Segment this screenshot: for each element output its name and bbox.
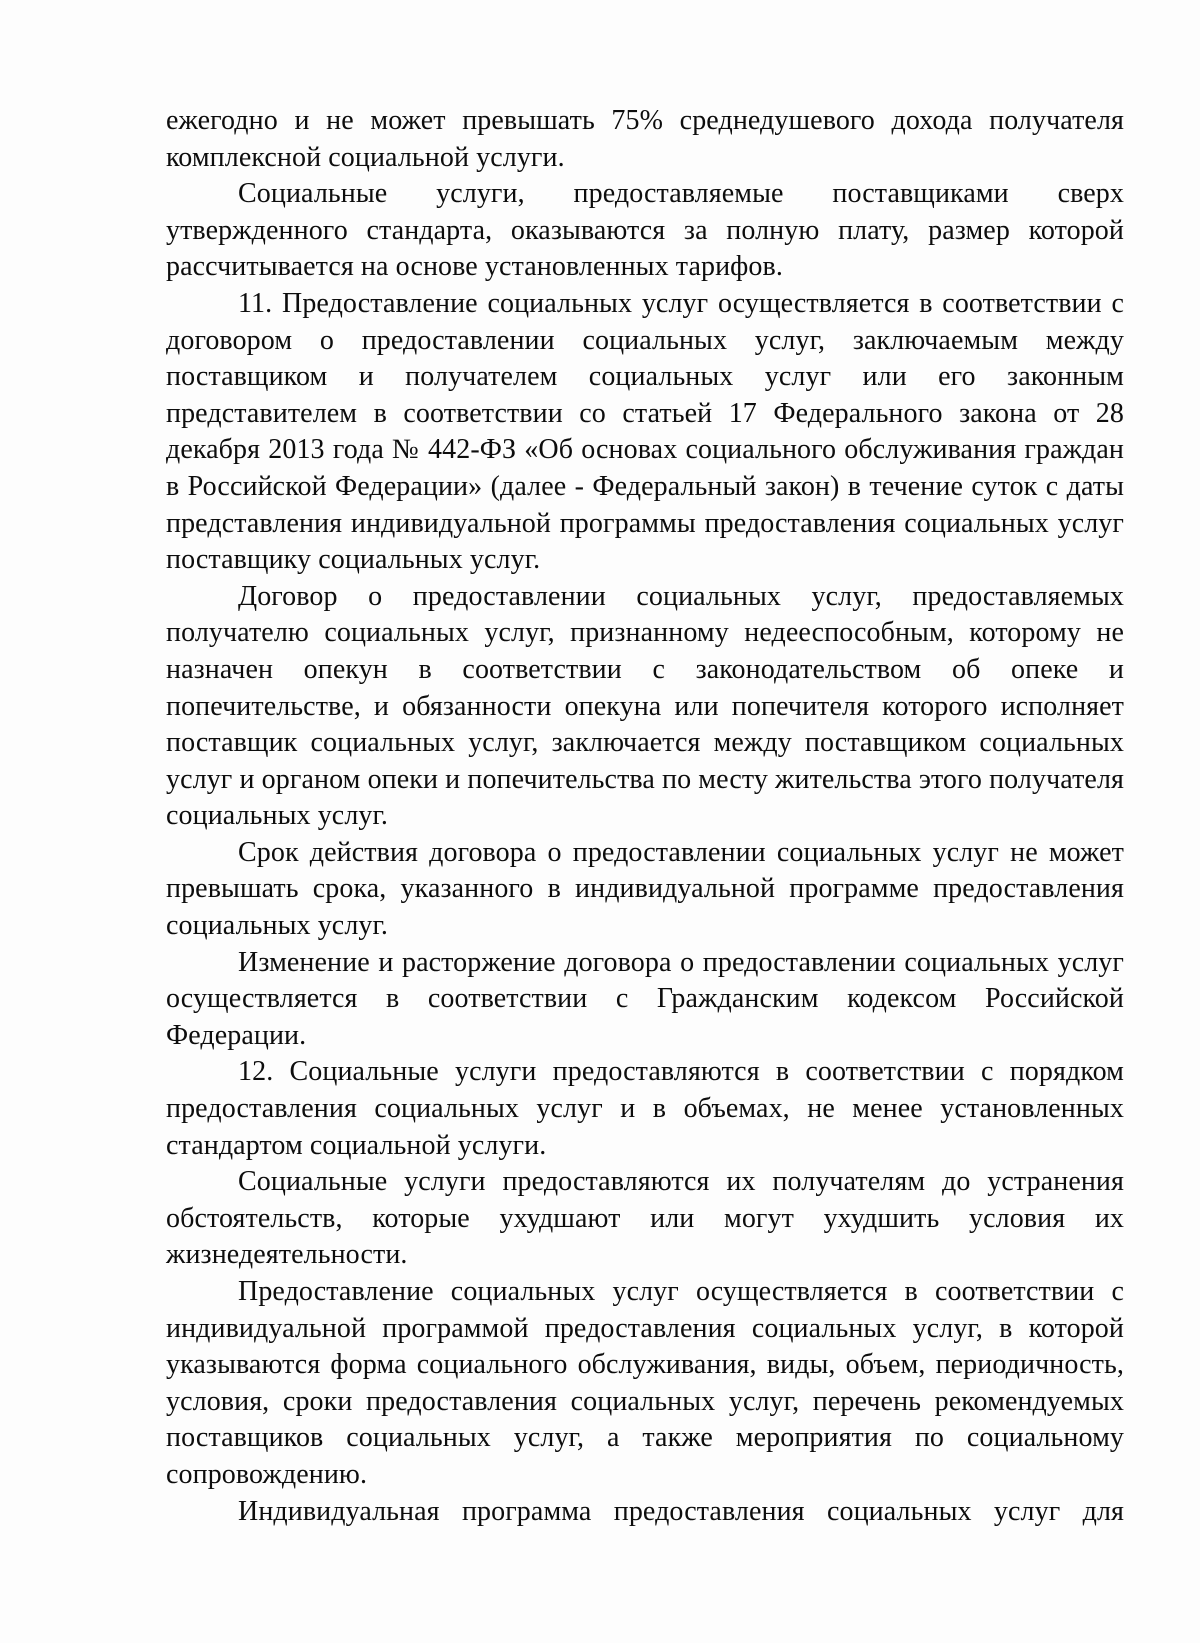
document-body <box>166 103 1124 1530</box>
paragraph-contract-term: Срок действия договора о предоставлении социальных услуг не может превышать срока, указанного в индивидуальной программе предоставления социальных услуг. <box>166 836 1124 942</box>
paragraph-service-duration: Социальные услуги предоставляются их получателям до устранения обстоятельств, которые ухудшают или могут ухудшить условия их жизнедеятельности. <box>166 1166 1124 1271</box>
paragraph-fee-limit: ежегодно и не может превышать 75% среднедушевого дохода получателя комплексной социальной услуги. <box>166 105 1124 173</box>
paragraph-incapacitated-contract: Договор о предоставлении социальных услуг, предоставляемых получателю социальных услуг, признанному недееспособным, которому не назначен опекун в соответствии с законодательством об опеке и попечительстве, и обязанности опекуна или попечителя которого исполняет поставщик социальных услуг, заключается между поставщиком социальных услуг и органом опеки и попечительства по месту жительства этого получателя социальных услуг. <box>166 580 1124 832</box>
paragraph-contract-change: Изменение и расторжение договора о предоставлении социальных услуг осуществляется в соответствии с Гражданским кодексом Российской Федерации. <box>166 946 1124 1051</box>
paragraph-section-12: 12. Социальные услуги предоставляются в соответствии с порядком предоставления социальных услуг и в объемах, не менее установленных стандартом социальной услуги. <box>166 1056 1124 1161</box>
paragraph-extra-services: Социальные услуги, предоставляемые поставщиками сверх утвержденного стандарта, оказываются за полную плату, размер которой рассчитывается на основе установленных тарифов. <box>166 178 1124 283</box>
paragraph-section-11: 11. Предоставление социальных услуг осуществляется в соответствии с договором о предоставлении социальных услуг, заключаемым между поставщиком и получателем социальных услуг или его законным представителем в соответствии со статьей 17 Федерального закона от 28 декабря 2013 года № 442-ФЗ «Об основах социального обслуживания граждан в Российской Федерации» (далее - Федеральный закон) в течение суток с даты представления индивидуальной программы предоставления социальных услуг поставщику социальных услуг. <box>166 287 1124 576</box>
paragraph-individual-program: Предоставление социальных услуг осуществляется в соответствии с индивидуальной программой предоставления социальных услуг, в которой указываются форма социального обслуживания, виды, объем, периодичность, условия, сроки предоставления социальных услуг, перечень рекомендуемых поставщиков социальных услуг, а также мероприятия по социальному сопровождению. <box>166 1276 1124 1490</box>
paragraph-program-continued: Индивидуальная программа предоставления социальных услуг для <box>238 1495 1124 1527</box>
